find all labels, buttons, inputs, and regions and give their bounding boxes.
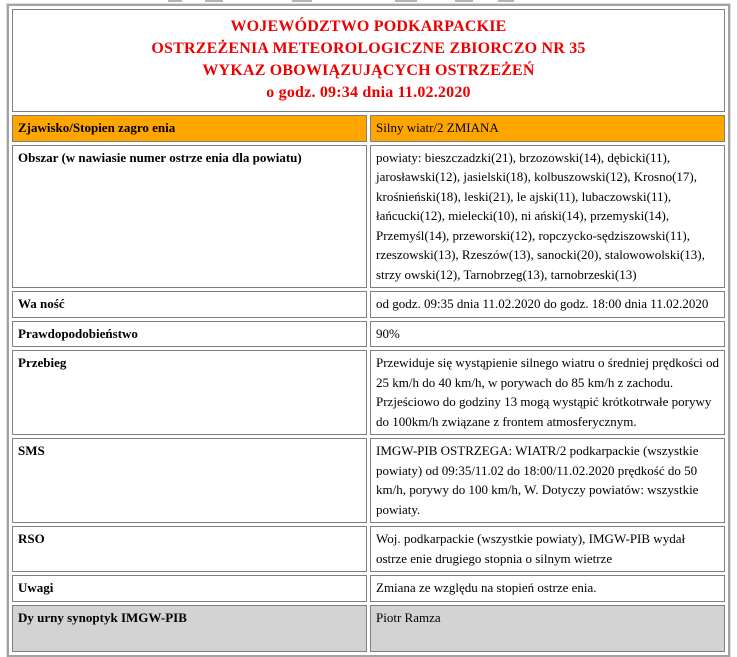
title-list-heading: WYKAZ OBOWIĄZUJĄCYCH OSTRZEŻEŃ — [202, 62, 535, 79]
row-label: Zjawisko/Stopien zagro enia — [12, 115, 367, 142]
row-value: 90% — [370, 321, 725, 348]
row-label: Wa ność — [12, 291, 367, 318]
table-row — [12, 145, 725, 289]
row-value: powiaty: bieszczadzki(21), brzozowski(14), dębicki(11), jarosławski(12), jasielski(18), kolbuszowski(12), Krosno(17), krośnieński(18), leski(21), le ajski(11), lubaczowski(11), łańcucki(12), mielecki(10), ni ański(14), przemyski(14), Przemyśl(14), przeworski(12), ropczycko-sędziszowski(11), rzeszowski(13), Rzeszów(13), sanocki(20), stalowowolski(13), strzy owski(12), Tarnobrzeg(13), tarnobrzeski(13) — [370, 145, 725, 289]
title-block — [12, 9, 725, 112]
table-row — [12, 575, 725, 602]
row-label: Uwagi — [12, 575, 367, 602]
row-value: Woj. podkarpackie (wszystkie powiaty), IMGW-PIB wydał ostrze enie drugiego stopnia o silnym wietrze — [370, 526, 725, 572]
row-label: SMS — [12, 438, 367, 523]
table-row — [12, 526, 725, 572]
row-value: Silny wiatr/2 ZMIANA — [370, 115, 725, 142]
title-row — [12, 9, 725, 112]
row-value: IMGW-PIB OSTRZEGA: WIATR/2 podkarpackie (wszystkie powiaty) od 09:35/11.02 do 18:00/11.02.2020 prędkość do 50 km/h, porywy do 100 km/h, W. Dotyczy powiatów: wszystkie powiaty. — [370, 438, 725, 523]
row-label: Dy urny synoptyk IMGW-PIB — [12, 605, 367, 652]
table-row — [12, 605, 725, 652]
row-value: Zmiana ze względu na stopień ostrze enia. — [370, 575, 725, 602]
table-row — [12, 438, 725, 523]
row-label: Przebieg — [12, 350, 367, 435]
row-value: Piotr Ramza — [370, 605, 725, 652]
table-row — [12, 350, 725, 435]
table-row — [12, 115, 725, 142]
table-row — [12, 321, 725, 348]
table-row — [12, 291, 725, 318]
row-label: RSO — [12, 526, 367, 572]
row-label: Obszar (w nawiasie numer ostrze enia dla powiatu) — [12, 145, 367, 289]
meteorological-warning-table — [7, 4, 730, 657]
title-voivodeship: WOJEWÓDZTWO PODKARPACKIE — [230, 18, 507, 35]
title-issue-time: o godz. 09:34 dnia 11.02.2020 — [266, 84, 471, 101]
row-value: Przewiduje się wystąpienie silnego wiatru o średniej prędkości od 25 km/h do 40 km/h, w porywach do 85 km/h z zachodu. Przjeściowo do godziny 13 mogą wystąpić krótkotrwałe porywy do 100km/h związane z frontem atmosferycznym. — [370, 350, 725, 435]
warning-table-body — [12, 9, 725, 652]
row-label: Prawdopodobieństwo — [12, 321, 367, 348]
row-value: od godz. 09:35 dnia 11.02.2020 do godz. 18:00 dnia 11.02.2020 — [370, 291, 725, 318]
title-bulletin-number: OSTRZEŻENIA METEOROLOGICZNE ZBIORCZO NR 35 — [151, 40, 586, 57]
